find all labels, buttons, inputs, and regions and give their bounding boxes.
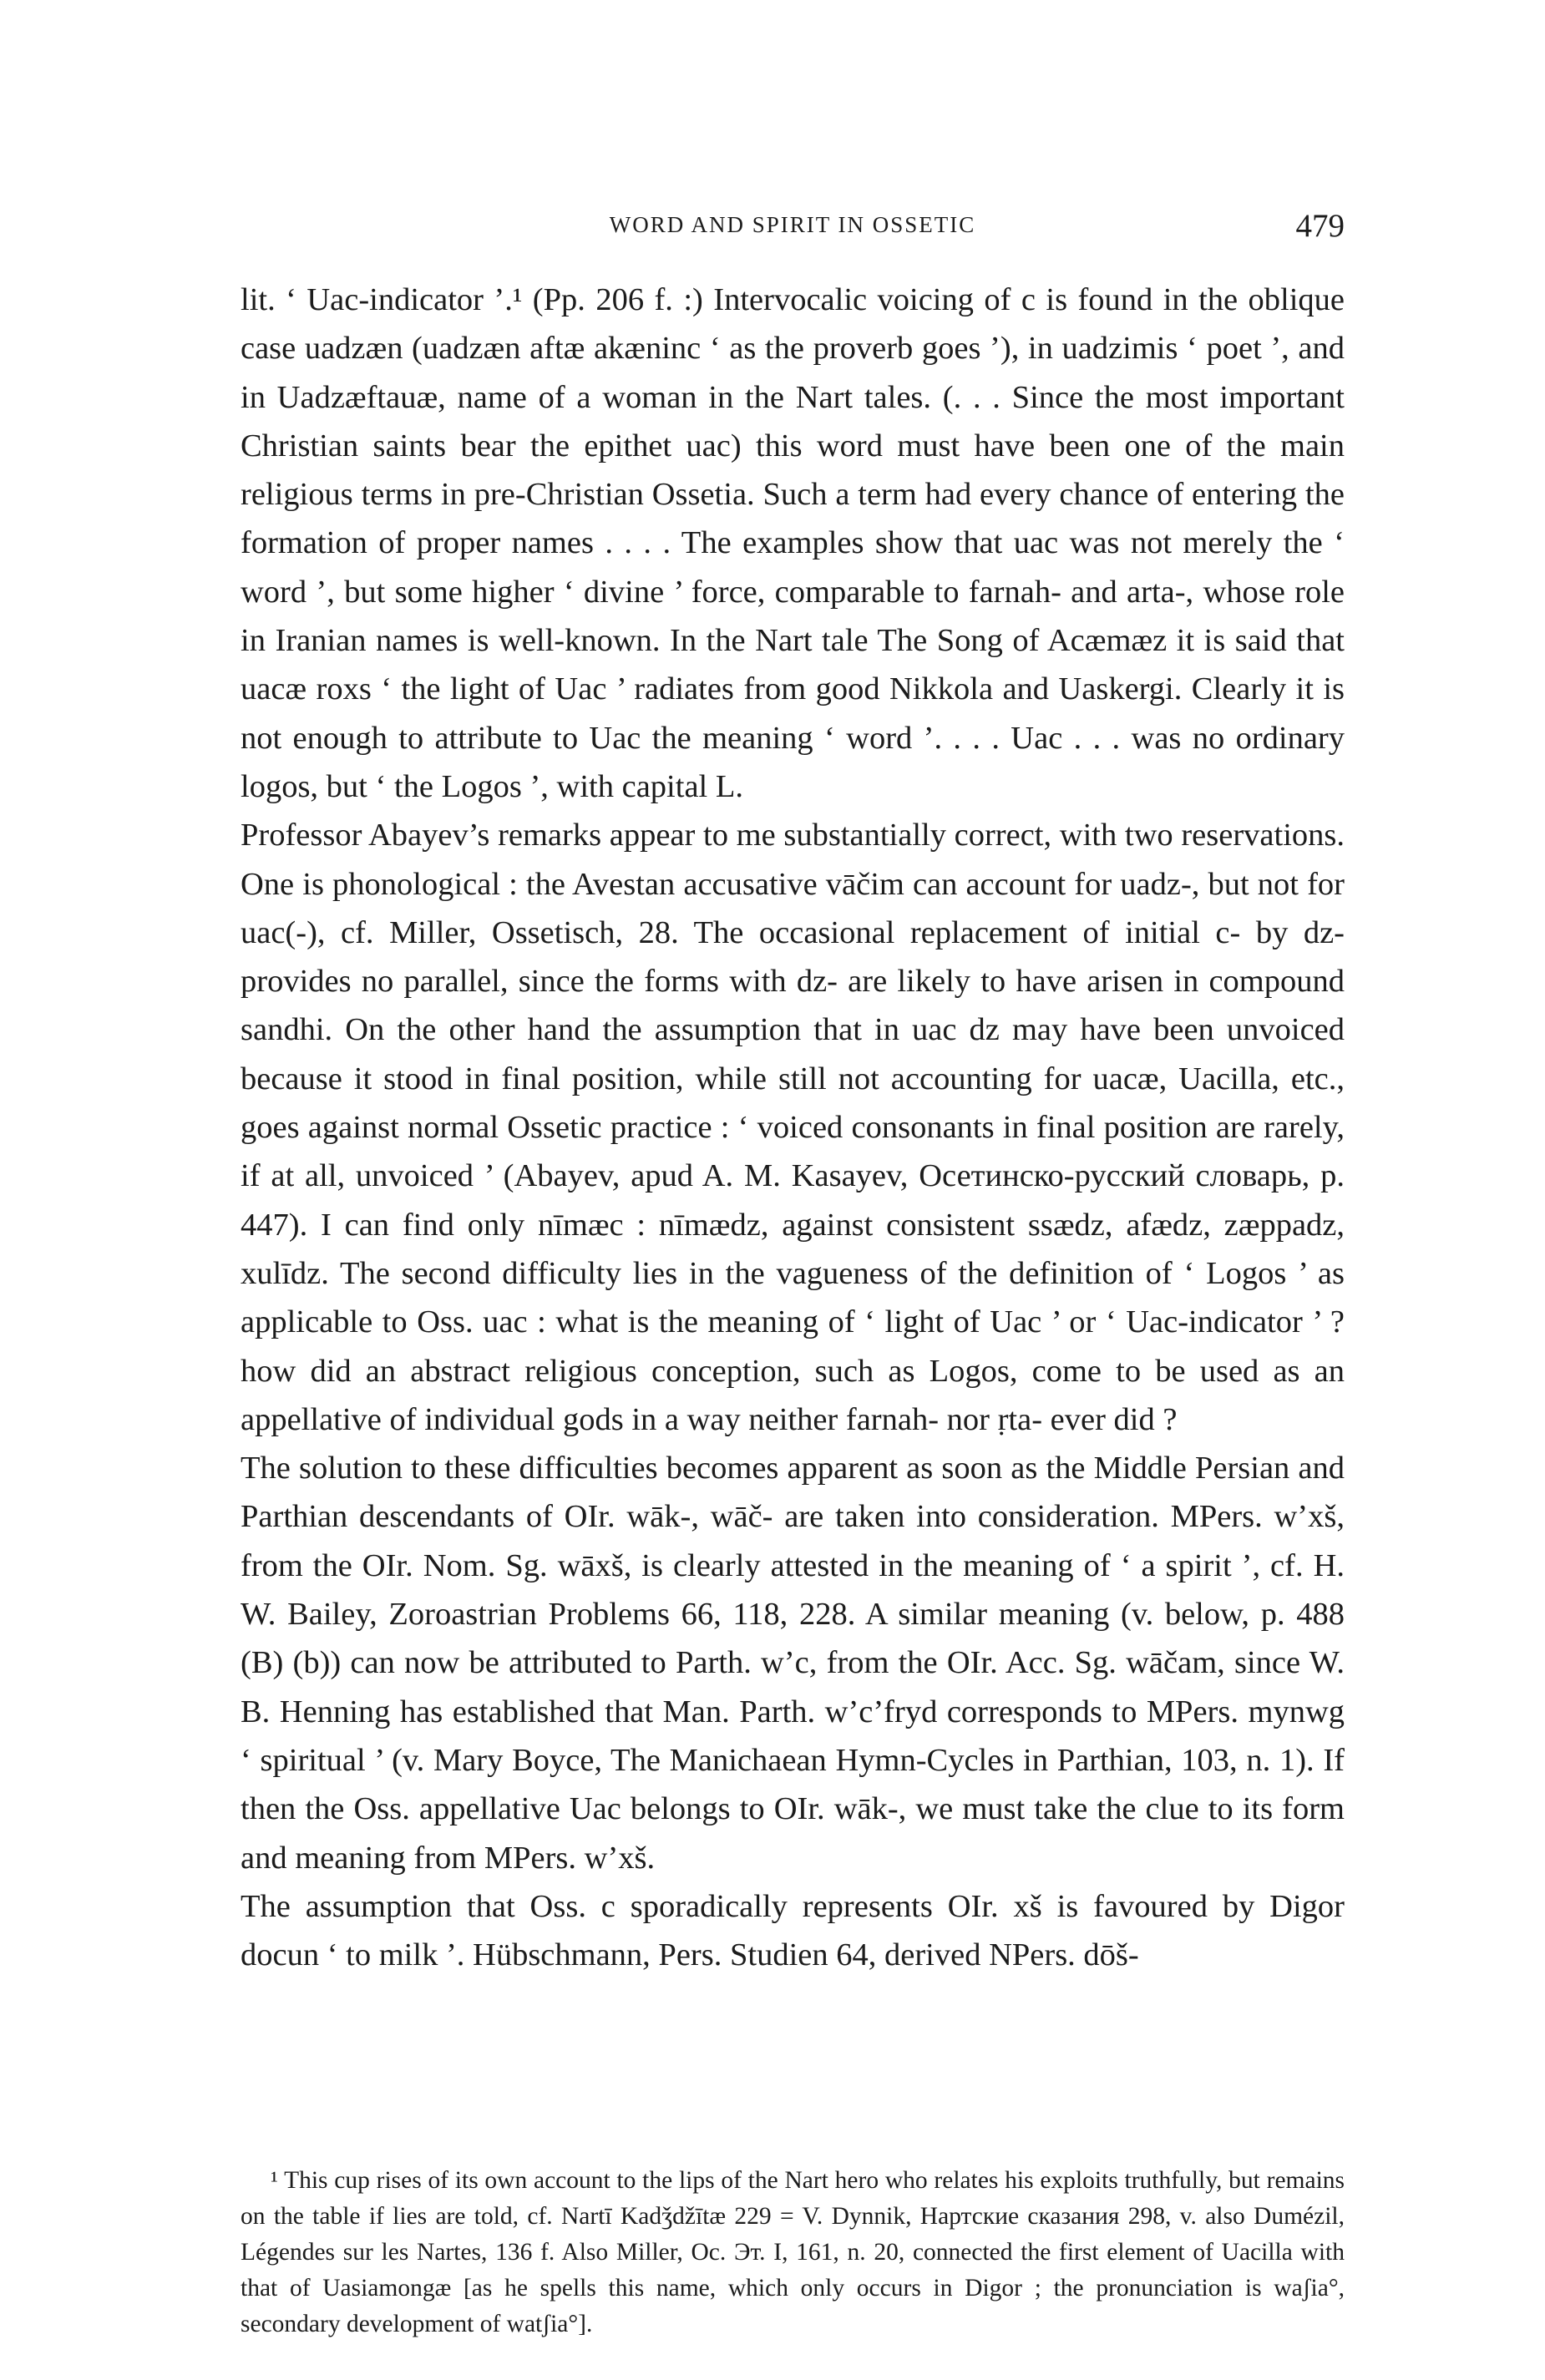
paragraph-3: The solution to these difficulties becomes apparent as soon as the Middle Persian and Parthian descendants of OIr. wāk-, wāč- are taken into consideration. MPers. w’xš, from the OIr. Nom. Sg. wāxš, is clearly attested in the meaning of ‘ a spirit ’, cf. H. W. Bailey, Zoroastrian Problems 66, 118, 228. A similar meaning (v. below, p. 488 (B) (b)) can now be attributed to Parth. w’c, from the OIr. Acc. Sg. wāčam, since W. B. Henning has established that Man. Parth. w’c’fryd corresponds to MPers. mynwg ‘ spiritual ’ (v. Mary Boyce, The Manichaean Hymn-Cycles in Parthian, 103, n. 1). If then the Oss. appellative Uac belongs to OIr. wāk-, we must take the clue to its form and meaning from MPers. w’xš.: [241, 1451, 1345, 1876]
paragraph-1: lit. ‘ Uac-indicator ’.¹ (Pp. 206 f. :) Intervocalic voicing of c is found in the oblique case uadzæn (uadzæn aftæ akæninc ‘ as the proverb goes ’), in uadzimis ‘ poet ’, and in Uadzæftauæ, name of a woman in the Nart tales. (. . . Since the most important Christian saints bear the epithet uac) this word must have been one of the main religious terms in pre-Christian Ossetia. Such a term had every chance of entering the formation of proper names . . . . The examples show that uac was not merely the ‘ word ’, but some higher ‘ divine ’ force, comparable to farnah- and arta-, whose role in Iranian names is well-known. In the Nart tale The Song of Acæmæz it is said that uacæ roxs ‘ the light of Uac ’ radiates from good Nikkola and Uaskergi. Clearly it is not enough to attribute to Uac the meaning ‘ word ’. . . . Uac . . . was no ordinary logos, but ‘ the Logos ’, with capital L.: [241, 282, 1345, 804]
footnote-1: ¹ This cup rises of its own account to the lips of the Nart hero who relates his exploits truthfully, but remains on the table if lies are told, cf. Nartī Kadǯdžītæ 229 = V. Dynnik, Нартские сказания 298, v. also Dumézil, Légendes sur les Nartes, 136 f. Also Miller, Oc. Эт. I, 161, n. 20, connected the first element of Uacilla with that of Uasiamongæ [as he spells this name, which only occurs in Digor ; the pronunciation is waʃia°, secondary development of watʃia°].: [241, 2167, 1345, 2337]
paragraph-2: Professor Abayev’s remarks appear to me substantially correct, with two reservations. One is phonological : the Avestan accusative vāčim can account for uadz-, but not for uac(-), cf. Miller, Ossetisch, 28. The occasional replacement of initial c- by dz- provides no parallel, since the forms with dz- are likely to have arisen in compound sandhi. On the other hand the assumption that in uac dz may have been unvoiced because it stood in final position, while still not accounting for uacæ, Uacilla, etc., goes against normal Ossetic practice : ‘ voiced consonants in final position are rarely, if at all, unvoiced ’ (Abayev, apud A. M. Kasayev, Осетинско-русский словарь, p. 447). I can find only nīmæc : nīmædz, against consistent ssædz, afædz, zæppadz, xulīdz. The second difficulty lies in the vagueness of the definition of ‘ Logos ’ as applicable to Oss. uac : what is the meaning of ‘ light of Uac ’ or ‘ Uac-indicator ’ ? how did an abstract religious conception, such as Logos, come to be used as an appellative of individual gods in a way neither farnah- nor ṛta- ever did ?: [241, 818, 1345, 1437]
body-text: [241, 276, 1345, 1979]
footnotes: [241, 2163, 1345, 2342]
running-title: WORD AND SPIRIT IN OSSETIC: [609, 212, 976, 237]
paragraph-4: The assumption that Oss. c sporadically represents OIr. xš is favoured by Digor docun ‘ to milk ’. Hübschmann, Pers. Studien 64, derived NPers. dōš-: [241, 1888, 1345, 1973]
running-header: [241, 207, 1345, 249]
page-number: 479: [1295, 208, 1345, 244]
